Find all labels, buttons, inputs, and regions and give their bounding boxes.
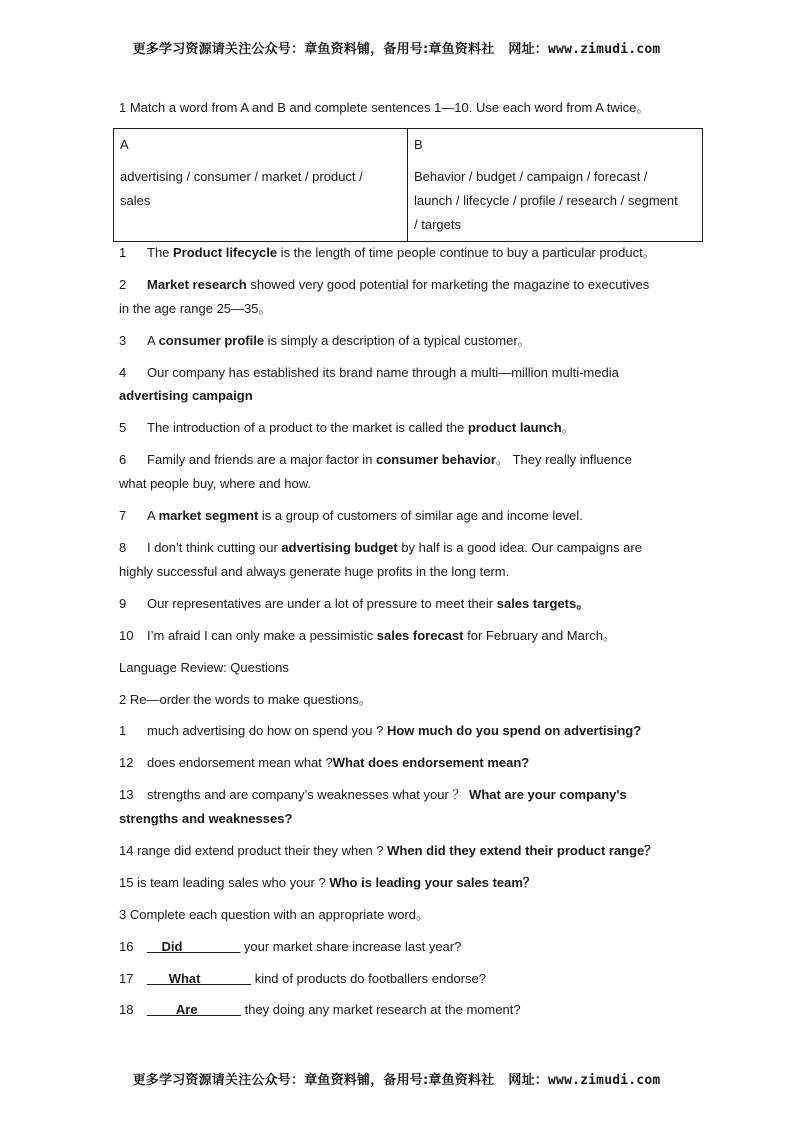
item-text: The bbox=[147, 245, 174, 260]
item-text: 。 bbox=[561, 420, 575, 435]
item-continuation: highly successful and always generate huge profits in the long term. bbox=[119, 564, 510, 579]
item-text: does endorsement mean what ? bbox=[147, 755, 333, 770]
item-number: 15 bbox=[119, 875, 134, 890]
item-text: A bbox=[147, 508, 159, 523]
item-answer: What are your company's bbox=[469, 787, 627, 802]
list-item bbox=[119, 540, 642, 556]
col-a-words-line1: advertising / consumer / market / product / bbox=[120, 169, 363, 184]
list-item bbox=[119, 245, 656, 261]
list-item bbox=[119, 508, 583, 524]
list-item bbox=[119, 787, 627, 803]
footer-text: 更多学习资源请关注公众号：章鱼资料铺，备用号:章鱼资料社 bbox=[132, 1073, 495, 1088]
item-text: The introduction of a product to the market is called the bbox=[147, 420, 468, 435]
item-number: 10 bbox=[119, 628, 134, 643]
page-header bbox=[0, 38, 793, 57]
item-number: 5 bbox=[119, 420, 127, 435]
list-item bbox=[119, 843, 657, 859]
item-text: Family and friends are a major factor in bbox=[147, 452, 377, 467]
item-text: is simply a description of a typical customer。 bbox=[264, 333, 531, 348]
item-text: kind of products do footballers endorse? bbox=[251, 971, 486, 986]
header-url: www.zimudi.com bbox=[548, 42, 661, 57]
item-answer: Who is leading your sales team？ bbox=[329, 875, 536, 890]
item-number: 7 bbox=[119, 508, 127, 523]
fill-blank-answer: ___What_______ bbox=[147, 971, 252, 986]
item-number: 16 bbox=[119, 939, 134, 954]
item-text: is a group of customers of similar age and income level. bbox=[258, 508, 583, 523]
page-footer bbox=[0, 1069, 793, 1088]
fill-blank-answer: __Did________ bbox=[147, 939, 241, 954]
item-text: is team leading sales who your ? bbox=[137, 875, 330, 890]
item-answer: market segment bbox=[158, 508, 259, 523]
item-text: much advertising do how on spend you ? bbox=[147, 723, 387, 738]
item-number: 12 bbox=[119, 755, 134, 770]
item-answer: advertising budget bbox=[281, 540, 398, 555]
item-answer: consumer profile bbox=[158, 333, 265, 348]
footer-url-label: 网址： bbox=[508, 1073, 549, 1088]
list-item bbox=[119, 365, 619, 381]
item-text: for February and March。 bbox=[463, 628, 616, 643]
col-b-words-line3: / targets bbox=[414, 217, 461, 232]
item-number: 2 bbox=[119, 277, 127, 292]
word-table bbox=[113, 128, 703, 242]
item-text: they doing any market research at the moment? bbox=[240, 1002, 521, 1017]
item-text: A bbox=[147, 333, 159, 348]
item-number: 8 bbox=[119, 540, 127, 555]
col-b-words-line2: launch / lifecycle / profile / research / segment bbox=[414, 193, 678, 208]
item-number: 18 bbox=[119, 1002, 134, 1017]
section3-instruction: 3 Complete each question with an appropriate word。 bbox=[119, 907, 430, 922]
col-b-words-line1: Behavior / budget / campaign / forecast / bbox=[414, 169, 648, 184]
col-a-header: A bbox=[120, 137, 129, 152]
col-b-header: B bbox=[414, 137, 423, 152]
item-answer: sales forecast bbox=[376, 628, 464, 643]
item-text: Our representatives are under a lot of pressure to meet their bbox=[147, 596, 497, 611]
item-answer: When did they extend their product range？ bbox=[387, 843, 658, 858]
list-item bbox=[119, 1002, 521, 1018]
list-item bbox=[119, 333, 531, 349]
item-number: 17 bbox=[119, 971, 134, 986]
item-text: I’m afraid I can only make a pessimistic bbox=[147, 628, 377, 643]
item-answer: sales targets。 bbox=[496, 596, 590, 611]
fill-blank-answer: ____Are______ bbox=[147, 1002, 241, 1017]
item-text: I don’t think cutting our bbox=[147, 540, 282, 555]
list-item bbox=[119, 277, 649, 293]
list-item bbox=[119, 596, 589, 612]
item-text: range did extend product their they when ? bbox=[137, 843, 388, 858]
item-text: your market share increase last year? bbox=[240, 939, 462, 954]
item-answer: product launch bbox=[467, 420, 562, 435]
item-number: 9 bbox=[119, 596, 127, 611]
item-text: strengths and are company’s weaknesses what your ？ bbox=[147, 787, 470, 802]
item-continuation bbox=[119, 388, 253, 404]
item-number: 13 bbox=[119, 787, 134, 802]
table-col-b bbox=[408, 129, 703, 242]
item-answer: strengths and weaknesses? bbox=[119, 811, 293, 826]
section-heading: Language Review: Questions bbox=[119, 660, 289, 675]
table-col-a bbox=[114, 129, 408, 242]
item-text: showed very good potential for marketing the magazine to executives bbox=[246, 277, 650, 292]
list-item bbox=[119, 420, 575, 436]
col-a-words-line2: sales bbox=[120, 193, 151, 208]
list-item bbox=[119, 723, 641, 739]
list-item bbox=[119, 628, 616, 644]
list-item bbox=[119, 452, 632, 468]
item-continuation: in the age range 25—35。 bbox=[119, 301, 272, 316]
section1-instruction: 1 Match a word from A and B and complete sentences 1—10. Use each word from A twice。 bbox=[119, 100, 650, 115]
section2-instruction: 2 Re—order the words to make questions。 bbox=[119, 692, 372, 707]
item-answer: How much do you spend on advertising? bbox=[386, 723, 642, 738]
item-text: Our company has established its brand name through a multi—million multi-media bbox=[147, 365, 619, 380]
item-number: 1 bbox=[119, 723, 127, 738]
item-number: 3 bbox=[119, 333, 127, 348]
footer-url: www.zimudi.com bbox=[548, 1073, 661, 1088]
item-answer: advertising campaign bbox=[119, 388, 253, 403]
list-item bbox=[119, 755, 529, 771]
list-item bbox=[119, 875, 536, 891]
item-answer: What does endorsement mean? bbox=[332, 755, 530, 770]
item-number: 14 bbox=[119, 843, 134, 858]
item-answer: Market research bbox=[147, 277, 247, 292]
item-text: is the length of time people continue to buy a particular product。 bbox=[277, 245, 656, 260]
item-number: 4 bbox=[119, 365, 127, 380]
item-answer: Product lifecycle bbox=[173, 245, 278, 260]
item-text: by half is a good idea. Our campaigns are bbox=[397, 540, 642, 555]
header-url-label: 网址： bbox=[508, 42, 549, 57]
item-text: 。 They really influence bbox=[495, 452, 632, 467]
item-number: 1 bbox=[119, 245, 127, 260]
item-continuation: what people buy, where and how. bbox=[119, 476, 312, 491]
list-item bbox=[119, 939, 461, 955]
list-item bbox=[119, 971, 486, 987]
item-answer: consumer behavior bbox=[376, 452, 496, 467]
header-text: 更多学习资源请关注公众号：章鱼资料铺，备用号:章鱼资料社 bbox=[132, 42, 495, 57]
item-continuation bbox=[119, 811, 292, 827]
item-number: 6 bbox=[119, 452, 127, 467]
